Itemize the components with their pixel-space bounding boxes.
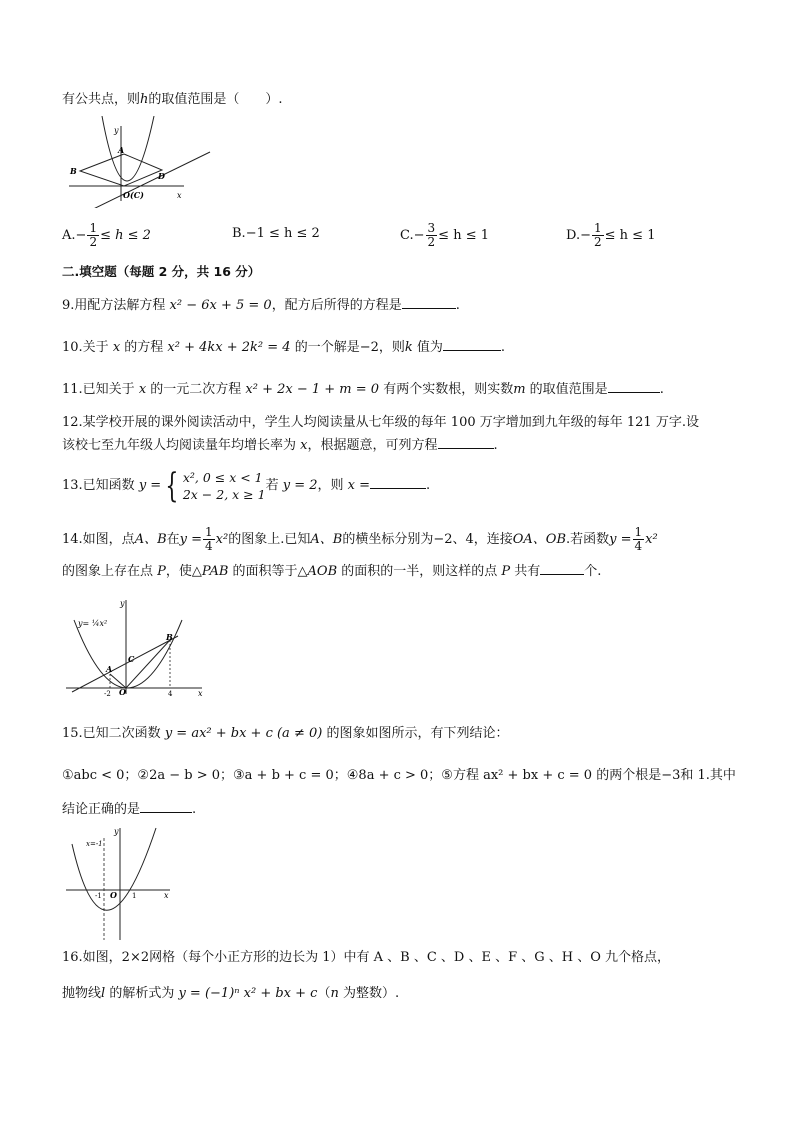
- piecewise-brace-icon: {: [165, 465, 179, 506]
- frac-num: 3: [427, 221, 436, 235]
- q14-unit: 个.: [584, 564, 602, 579]
- option-label: B.: [232, 226, 246, 241]
- q14-text-7: ，使△: [165, 564, 202, 579]
- q13-y: y =: [138, 478, 162, 493]
- q14-point-a: A: [106, 664, 113, 674]
- q14-fraction-2: [633, 526, 645, 553]
- q14-text-8: 的面积等于△: [228, 564, 308, 579]
- q14-var-p-2: P: [501, 564, 511, 579]
- q14-point-o: O: [119, 687, 126, 696]
- q8-tail: [62, 90, 283, 110]
- q9-text-2: ，配方后所得的方程是: [271, 298, 402, 313]
- q14-tick-minus2: -2: [104, 690, 111, 696]
- q8-point-oc: O(C): [123, 190, 144, 200]
- q14-text-2: 在: [166, 531, 180, 547]
- q14-text-6: 的图象上存在点: [62, 564, 158, 579]
- question-13: [62, 466, 430, 506]
- q11-equation: x² + 2x − 1 + m = 0: [245, 382, 380, 397]
- q8-option-a: [62, 222, 151, 249]
- frac-num: 1: [205, 525, 213, 539]
- q8-option-d: [566, 222, 655, 249]
- question-14-line-1: [62, 526, 658, 553]
- option-fraction: [426, 222, 438, 249]
- frac-num: 1: [594, 221, 602, 235]
- question-14-line-2: [62, 562, 601, 582]
- q14-text-4: 的横坐标分别为−2、4，连接: [342, 531, 513, 547]
- answer-blank[interactable]: [443, 338, 501, 351]
- option-sign: −: [75, 228, 87, 243]
- q14-var-p: P: [157, 564, 166, 579]
- q14-x2: x²: [215, 531, 229, 547]
- q16-var-l: l: [101, 986, 106, 1001]
- q14-text-5: .若函数: [566, 531, 610, 547]
- q8-figure: [64, 116, 214, 208]
- option-rest: ≤ h ≤ 1: [604, 228, 656, 243]
- q10-text-4: 值为: [412, 340, 443, 355]
- q9-equation: x² − 6x + 5 = 0: [169, 298, 272, 313]
- q14-aob: AOB: [307, 564, 338, 579]
- answer-blank[interactable]: [438, 436, 494, 449]
- q16-text: 抛物线: [62, 986, 102, 1001]
- q16-var-n: n: [330, 986, 339, 1001]
- q10-var-x: x: [112, 340, 121, 355]
- q11-text: 11.已知关于: [62, 382, 139, 397]
- q14-text: 14.如图，点: [62, 531, 135, 547]
- q14-text-9: 的面积的一半，则这样的点: [337, 564, 502, 579]
- question-11: [62, 380, 664, 400]
- q8-option-c: [400, 222, 489, 249]
- q11-text-3: 有两个实数根，则实数: [379, 382, 514, 397]
- q8-tail-text: 有公共点，则: [62, 92, 141, 107]
- q13-condition: y = 2: [282, 478, 318, 493]
- q12-text-2: ，根据题意，可列方程: [307, 438, 438, 453]
- q15-figure: [64, 824, 174, 942]
- question-16-line-1: 16.如图，2×2网格（每个小正方形的边长为 1）中有 A 、B 、C 、D 、E 、F 、G 、H 、O 九个格点，: [62, 950, 671, 965]
- q16-text-3: （: [317, 986, 331, 1001]
- q11-text-4: 的取值范围是: [525, 382, 608, 397]
- q13-text: 13.已知函数: [62, 478, 139, 493]
- option-fraction: [592, 222, 604, 249]
- q14-x2-2: x²: [645, 531, 658, 547]
- q11-var-x: x: [138, 382, 147, 397]
- question-9: [62, 296, 460, 316]
- answer-blank[interactable]: [540, 562, 584, 575]
- answer-blank[interactable]: [370, 476, 426, 489]
- answer-blank[interactable]: [402, 296, 456, 309]
- frac-num: 1: [634, 525, 643, 539]
- q11-var-m: m: [513, 382, 526, 397]
- q9-text: 9.用配方法解方程: [62, 298, 170, 313]
- q15-text-3: 结论正确的是: [62, 802, 141, 817]
- q14-segments: OA、OB: [512, 531, 567, 547]
- q14-fraction: [203, 526, 215, 553]
- q13-x: x =: [347, 478, 370, 493]
- q15-tick-1: 1: [132, 892, 137, 900]
- q8-y-label: y: [114, 126, 119, 135]
- option-sign: −: [413, 228, 425, 243]
- q10-equation: x² + 4kx + 2k² = 4: [167, 340, 291, 355]
- q16-text-2: 的解析式为: [105, 986, 179, 1001]
- q8-option-b: [232, 226, 320, 241]
- answer-blank[interactable]: [140, 800, 192, 813]
- q16-text-4: 为整数）.: [338, 986, 400, 1001]
- q13-end: .: [426, 478, 431, 493]
- option-label: D.: [566, 228, 581, 243]
- q12-end: .: [493, 438, 498, 453]
- q15-x-label: x: [164, 891, 169, 900]
- option-rest: −1 ≤ h ≤ 2: [245, 226, 320, 241]
- q13-text-2: 若: [265, 478, 283, 493]
- question-15-line-3: [62, 800, 196, 820]
- frac-num: 1: [89, 221, 98, 235]
- q12-var-x: x: [300, 438, 308, 453]
- q14-figure: [64, 596, 206, 696]
- question-12-line-2: [62, 436, 498, 456]
- q10-text-2: 的方程: [120, 340, 168, 355]
- answer-blank[interactable]: [608, 380, 660, 393]
- q15-text: 15.已知二次函数: [62, 726, 165, 741]
- frac-den: 4: [205, 539, 213, 553]
- option-label: C.: [400, 228, 414, 243]
- q14-y-2: y =: [609, 531, 632, 547]
- q15-equation: y = ax² + bx + c (a ≠ 0): [164, 726, 323, 741]
- q10-text: 10.关于: [62, 340, 113, 355]
- q16-equation: y = (−1)ⁿ x² + bx + c: [178, 986, 318, 1001]
- option-label: A.: [62, 228, 76, 243]
- q14-tick-4: 4: [168, 690, 173, 696]
- option-sign: −: [580, 228, 591, 243]
- q8-point-a: A: [118, 145, 125, 155]
- q8-x-label: x: [177, 191, 182, 200]
- q8-point-d: D: [158, 171, 165, 181]
- q15-origin: O: [110, 890, 117, 900]
- q14-x-label: x: [198, 689, 203, 696]
- q10-var-k: k: [404, 340, 413, 355]
- q10-text-3: 的一个解是−2，则: [290, 340, 405, 355]
- q14-text-10: 共有: [510, 564, 541, 579]
- q9-end: .: [455, 298, 460, 313]
- option-rest: ≤ h ≤ 1: [438, 228, 489, 243]
- q14-y-label: y: [120, 599, 125, 608]
- q14-points-2: A、B: [310, 531, 343, 547]
- question-12-line-1: 12.某学校开展的课外阅读活动中，学生人均阅读量从七年级的每年 100 万字增加到九年级的每年 121 万字.设: [62, 415, 699, 430]
- q14-text-3: 的图象上.已知: [228, 531, 311, 547]
- frac-den: 4: [634, 539, 643, 553]
- q15-text-2: 的图象如图所示，有下列结论：: [322, 726, 509, 741]
- q10-end: .: [500, 340, 506, 355]
- q14-points: A、B: [134, 531, 167, 547]
- frac-den: 2: [89, 235, 98, 249]
- q14-pab: PAB: [201, 564, 229, 579]
- q14-y: y =: [179, 531, 203, 547]
- q15-y-label: y: [114, 827, 119, 836]
- question-10: [62, 338, 505, 358]
- q11-end: .: [659, 382, 664, 397]
- q14-point-c: C: [128, 654, 135, 664]
- question-15-line-1: [62, 724, 508, 744]
- q15-end: .: [192, 802, 197, 817]
- question-15-line-2: ①abc < 0；②2a − b > 0；③a + b + c = 0；④8a + c > 0；⑤方程 ax² + bx + c = 0 的两个根是−3和 1.其中: [62, 768, 736, 783]
- frac-den: 2: [594, 235, 602, 249]
- q12-text: 该校七至九年级人均阅读量年均增长率为: [62, 438, 301, 453]
- q13-case-1: x², 0 ≤ x < 1: [182, 469, 263, 485]
- q8-point-b: B: [70, 166, 77, 176]
- q8-var: h: [140, 92, 149, 107]
- q11-text-2: 的一元二次方程: [146, 382, 246, 397]
- question-16-line-2: [62, 984, 399, 1004]
- q14-function-label: y= ¼x²: [78, 619, 108, 628]
- q15-axis-label: x=-1: [86, 840, 103, 848]
- q14-point-b: B: [166, 632, 173, 642]
- piecewise-cases: [183, 469, 266, 503]
- q8-tail-text-2: 的取值范围是（ ）.: [148, 92, 283, 107]
- q15-tick-minus1: -1: [95, 892, 102, 900]
- option-fraction: [87, 222, 99, 249]
- q13-text-3: ，则: [317, 478, 348, 493]
- q13-case-2: 2x − 2, x ≥ 1: [182, 486, 266, 502]
- frac-den: 2: [427, 235, 436, 249]
- section-heading: 二.填空题（每题 2 分，共 16 分）: [62, 264, 261, 279]
- option-rest: ≤ h ≤ 2: [100, 228, 151, 243]
